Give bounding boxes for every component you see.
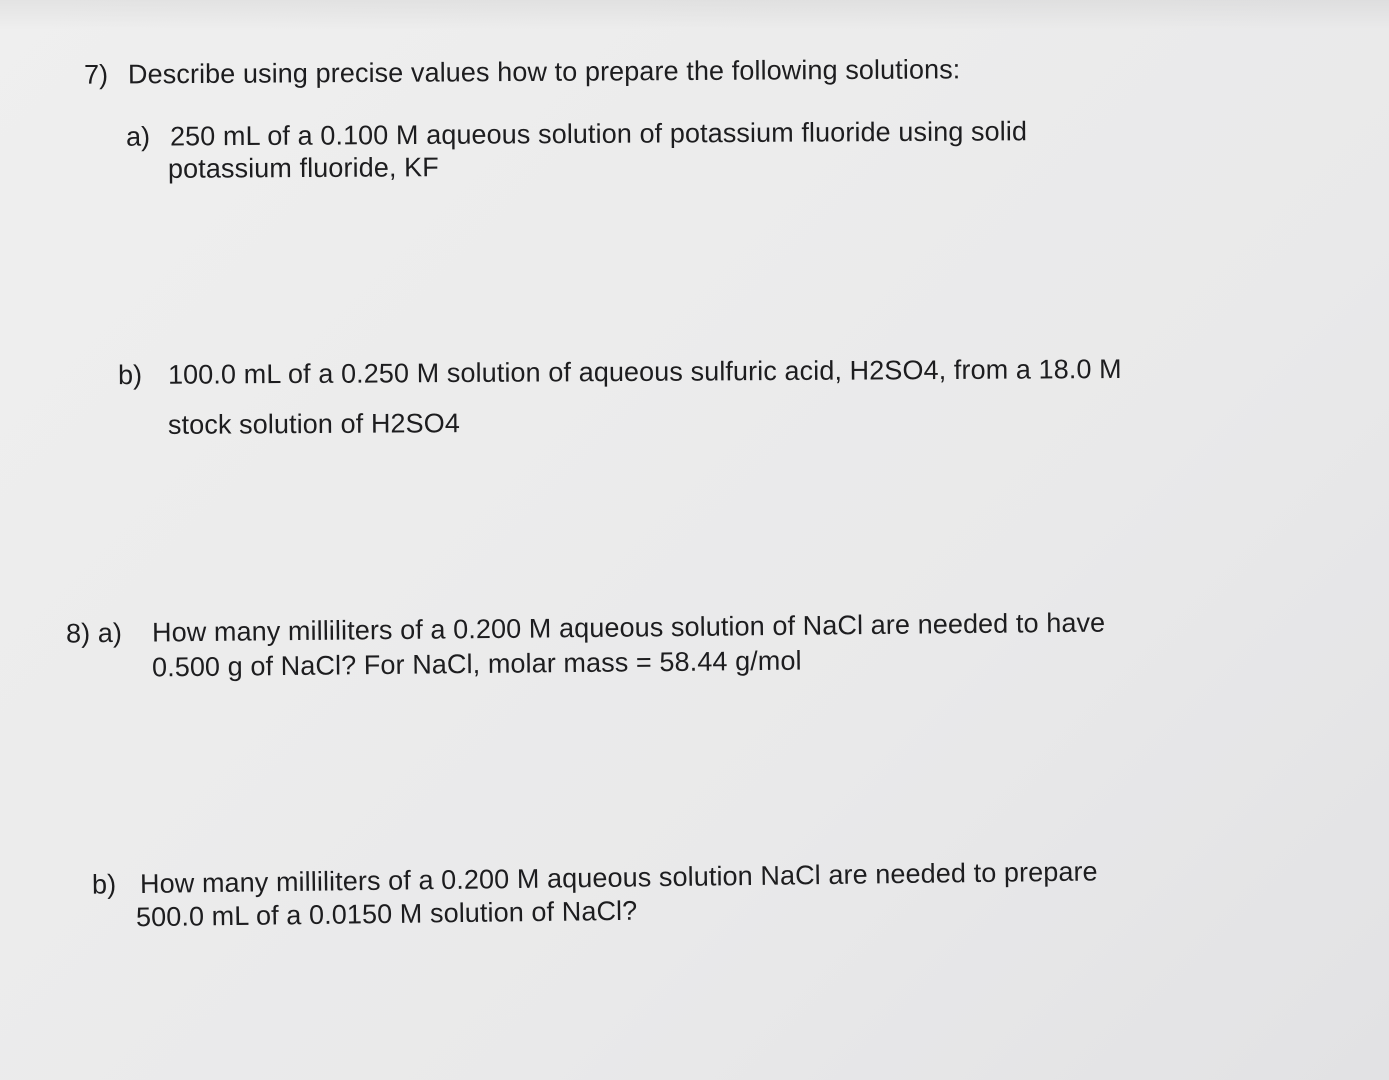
question-text: Describe using precise values how to prepare the following solutions: (127, 54, 961, 90)
question-7a-line-2 (168, 151, 439, 185)
question-text: stock solution of H2SO4 (167, 408, 461, 440)
question-text: How many milliliters of a 0.200 M aqueous solution NaCl are needed to prepare (139, 856, 1098, 899)
question-number: 7) (83, 59, 109, 90)
question-8a-line-2 (152, 645, 802, 684)
question-8a-line-1 (66, 607, 1105, 650)
question-7-stem (84, 53, 961, 90)
part-label: b) (91, 869, 117, 900)
question-text: potassium fluoride, KF (167, 152, 439, 184)
question-7b-line-2 (168, 407, 460, 441)
question-number: 8) a) (65, 617, 123, 649)
question-7a-line-1 (126, 115, 1027, 153)
part-label: b) (117, 359, 143, 391)
question-7b-line-1 (118, 353, 1122, 391)
paper-shadow (0, 0, 1389, 30)
question-8b-line-2 (136, 895, 638, 934)
question-text: 0.500 g of NaCl? For NaCl, molar mass = 58.44 g/mol (151, 645, 802, 683)
question-text: 250 mL of a 0.100 M aqueous solution of potassium fluoride using solid (169, 116, 1028, 152)
question-text: 100.0 mL of a 0.250 M solution of aqueous sulfuric acid, H2SO4, from a 18.0 M (167, 353, 1122, 390)
question-text: How many milliliters of a 0.200 M aqueous solution of NaCl are needed to have (151, 607, 1106, 648)
question-8b-line-1 (92, 855, 1098, 900)
part-label: a) (125, 121, 151, 152)
question-text: 500.0 mL of a 0.0150 M solution of NaCl? (135, 895, 638, 933)
